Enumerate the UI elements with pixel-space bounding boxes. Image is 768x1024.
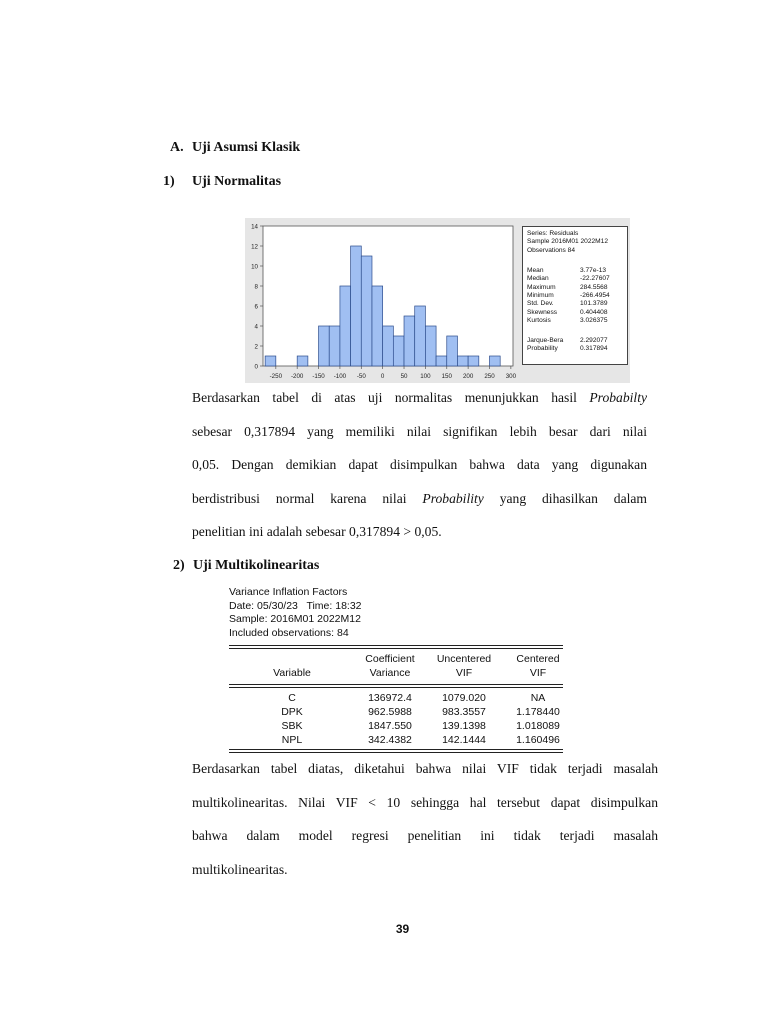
- histogram-bar-9: [361, 256, 372, 366]
- histogram-bar-8: [351, 246, 362, 366]
- vif-table: [229, 586, 563, 746]
- histogram-bar-18: [457, 356, 468, 366]
- stats-stddev-label: Std. Dev.: [527, 300, 554, 308]
- para2-line-3: bahwa dalam model regresi penelitian ini tidak terjadi masalah: [192, 828, 658, 843]
- x-tick-label-150: 150: [441, 373, 452, 380]
- x-tick-label-200: 200: [462, 373, 474, 380]
- vif-bottom-rule-1: [229, 749, 563, 750]
- vif-row-c-variable: C: [288, 692, 296, 704]
- vif-row-sbk-centered: 1.018089: [516, 720, 560, 732]
- x-tick-label-50: 50: [400, 373, 408, 380]
- para2-line-2: multikolinearitas. Nilai VIF < 10 sehingga hal tersebut dapat disimpulkan: [192, 794, 658, 810]
- stats-jarque-bera-label: Jarque-Bera: [527, 337, 564, 344]
- histogram-bar-15: [425, 326, 436, 366]
- stats-sample: Sample 2016M01 2022M12: [527, 238, 609, 246]
- stats-probability-value: 0.317894: [580, 345, 608, 353]
- vif-mid-rule-2: [229, 687, 563, 688]
- para1-line-3: 0,05. Dengan demikian dapat disimpulkan bahwa data yang digunakan: [192, 457, 647, 472]
- normality-paragraph: [192, 381, 647, 549]
- vif-head-uncentered: Uncentered: [436, 653, 492, 665]
- histogram-bar-6: [329, 326, 340, 366]
- vif-row-dpk-variable: DPK: [281, 706, 303, 718]
- vif-top-rule-1: [229, 645, 563, 646]
- vif-head-coefficient: Coefficient: [365, 653, 415, 665]
- page-number: 39: [395, 922, 410, 936]
- histogram-bar-7: [340, 286, 351, 366]
- para1-probabilty-term: Probabilty: [589, 390, 647, 405]
- vif-observations: Included observations: 84: [229, 626, 349, 639]
- x-tick-label--200: -200: [290, 373, 304, 380]
- vif-head-uncentered-vif: VIF: [455, 667, 473, 679]
- para1-line-2: sebesar 0,317894 yang memiliki nilai signifikan lebih besar dari nilai: [192, 423, 647, 439]
- vif-row-c-coef: 136972.4: [368, 692, 412, 704]
- histogram-bar-3: [297, 356, 308, 366]
- vif-row-npl-uncentered: 142.1444: [442, 734, 486, 746]
- para1-line-1: Berdasarkan tabel di atas uji normalitas menunjukkan hasil Probabilty: [192, 390, 647, 405]
- vif-head-variable: Variable: [273, 667, 311, 679]
- x-tick-label--100: -100: [333, 373, 347, 380]
- sub2-title: Uji Multikolinearitas: [193, 558, 320, 573]
- vif-row-dpk-uncentered: 983.3557: [442, 706, 486, 718]
- stats-median-value: -22.27607: [580, 275, 610, 283]
- stats-maximum-value: 284.5568: [580, 283, 608, 291]
- histogram-bar-12: [393, 336, 404, 366]
- vif-head-centered-vif: VIF: [529, 667, 547, 679]
- y-tick-label-6: 6: [254, 303, 258, 311]
- para1-line-5: penelitian ini adalah sebesar 0,317894 > 0,05.: [192, 524, 442, 539]
- vif-title: Variance Inflation Factors: [229, 586, 348, 598]
- stats-jarque-bera-value: 2.292077: [580, 337, 608, 344]
- y-tick-label-4: 4: [254, 323, 258, 331]
- x-tick-label-250: 250: [484, 373, 495, 380]
- x-tick-label-100: 100: [420, 373, 431, 380]
- histogram-bar-13: [404, 316, 415, 366]
- stats-kurtosis-label: Kurtosis: [527, 316, 551, 324]
- section-label: A.: [170, 140, 184, 155]
- vif-head-variance: Variance: [369, 667, 411, 679]
- vif-top-rule-2: [229, 648, 563, 649]
- para1-line-4: berdistribusi normal karena nilai Probability yang dihasilkan dalam: [192, 490, 647, 506]
- histogram-bar-19: [468, 356, 479, 366]
- x-tick-label--50: -50: [356, 373, 366, 380]
- histogram-bar-21: [489, 356, 500, 366]
- stats-observations: Observations 84: [527, 246, 576, 254]
- stats-kurtosis-value: 3.026375: [580, 316, 608, 324]
- y-tick-label-12: 12: [251, 243, 258, 251]
- x-tick-label--150: -150: [312, 373, 325, 380]
- y-tick-label-2: 2: [254, 343, 258, 351]
- stats-minimum-value: -266.4954: [580, 291, 610, 299]
- vif-row-npl-centered: 1.160496: [516, 734, 560, 746]
- y-tick-label-0: 0: [254, 363, 258, 371]
- para2-line-4: multikolinearitas.: [192, 861, 288, 877]
- x-tick-label-0: 0: [380, 373, 385, 380]
- para1-probability-term: Probability: [422, 490, 484, 506]
- vif-head-centered: Centered: [516, 653, 560, 665]
- stats-median-label: Median: [527, 275, 549, 283]
- stats-maximum-label: Maximum: [527, 283, 556, 291]
- vif-row-c-uncentered: 1079.020: [442, 692, 486, 704]
- vif-row-dpk-coef: 962.5988: [368, 706, 412, 718]
- histogram-bar-10: [372, 286, 383, 366]
- histogram-bar-5: [319, 326, 330, 366]
- vif-row-sbk-variable: SBK: [281, 720, 303, 732]
- histogram-bar-16: [436, 356, 447, 366]
- x-tick-label-300: 300: [505, 373, 517, 380]
- section-title: Uji Asumsi Klasik: [192, 140, 301, 155]
- normality-figure: [245, 218, 630, 383]
- stats-mean-value: 3.77e-13: [580, 267, 607, 274]
- histogram-bar-14: [415, 306, 426, 366]
- sub2-number: 2): [173, 558, 185, 573]
- stats-probability-label: Probability: [527, 345, 558, 353]
- sub1-title: Uji Normalitas: [192, 174, 282, 189]
- stats-stddev-value: 101.3789: [580, 300, 608, 308]
- stats-skewness-label: Skewness: [527, 308, 558, 316]
- histogram-bar-11: [383, 326, 394, 366]
- multicollinearity-paragraph: [192, 752, 658, 886]
- stats-mean-label: Mean: [527, 267, 544, 274]
- y-tick-label-14: 14: [251, 223, 258, 231]
- vif-row-sbk-uncentered: 139.1398: [442, 720, 486, 732]
- vif-row-dpk-centered: 1.178440: [516, 706, 560, 718]
- y-tick-label-10: 10: [251, 263, 258, 271]
- vif-sample: Sample: 2016M01 2022M12: [229, 613, 361, 626]
- vif-row-npl-variable: NPL: [281, 734, 303, 746]
- residual-stats-box: [522, 226, 628, 365]
- vif-row-sbk-coef: 1847.550: [368, 720, 412, 732]
- histogram-bar-17: [447, 336, 458, 366]
- vif-row-npl-coef: 342.4382: [368, 734, 412, 746]
- histogram-bar-0: [265, 356, 276, 366]
- vif-mid-rule-1: [229, 684, 563, 685]
- stats-skewness-value: 0.404408: [580, 308, 608, 316]
- sub1-number: 1): [163, 174, 175, 189]
- y-tick-label-8: 8: [254, 283, 258, 291]
- stats-series: Series: Residuals: [527, 230, 579, 237]
- para2-line-1: Berdasarkan tabel diatas, diketahui bahwa nilai VIF tidak terjadi masalah: [192, 761, 658, 776]
- vif-date: Date: 05/30/23 Time: 18:32: [229, 599, 362, 612]
- x-tick-label--250: -250: [269, 373, 283, 380]
- stats-minimum-label: Minimum: [527, 291, 554, 299]
- vif-row-c-centered: NA: [530, 692, 546, 704]
